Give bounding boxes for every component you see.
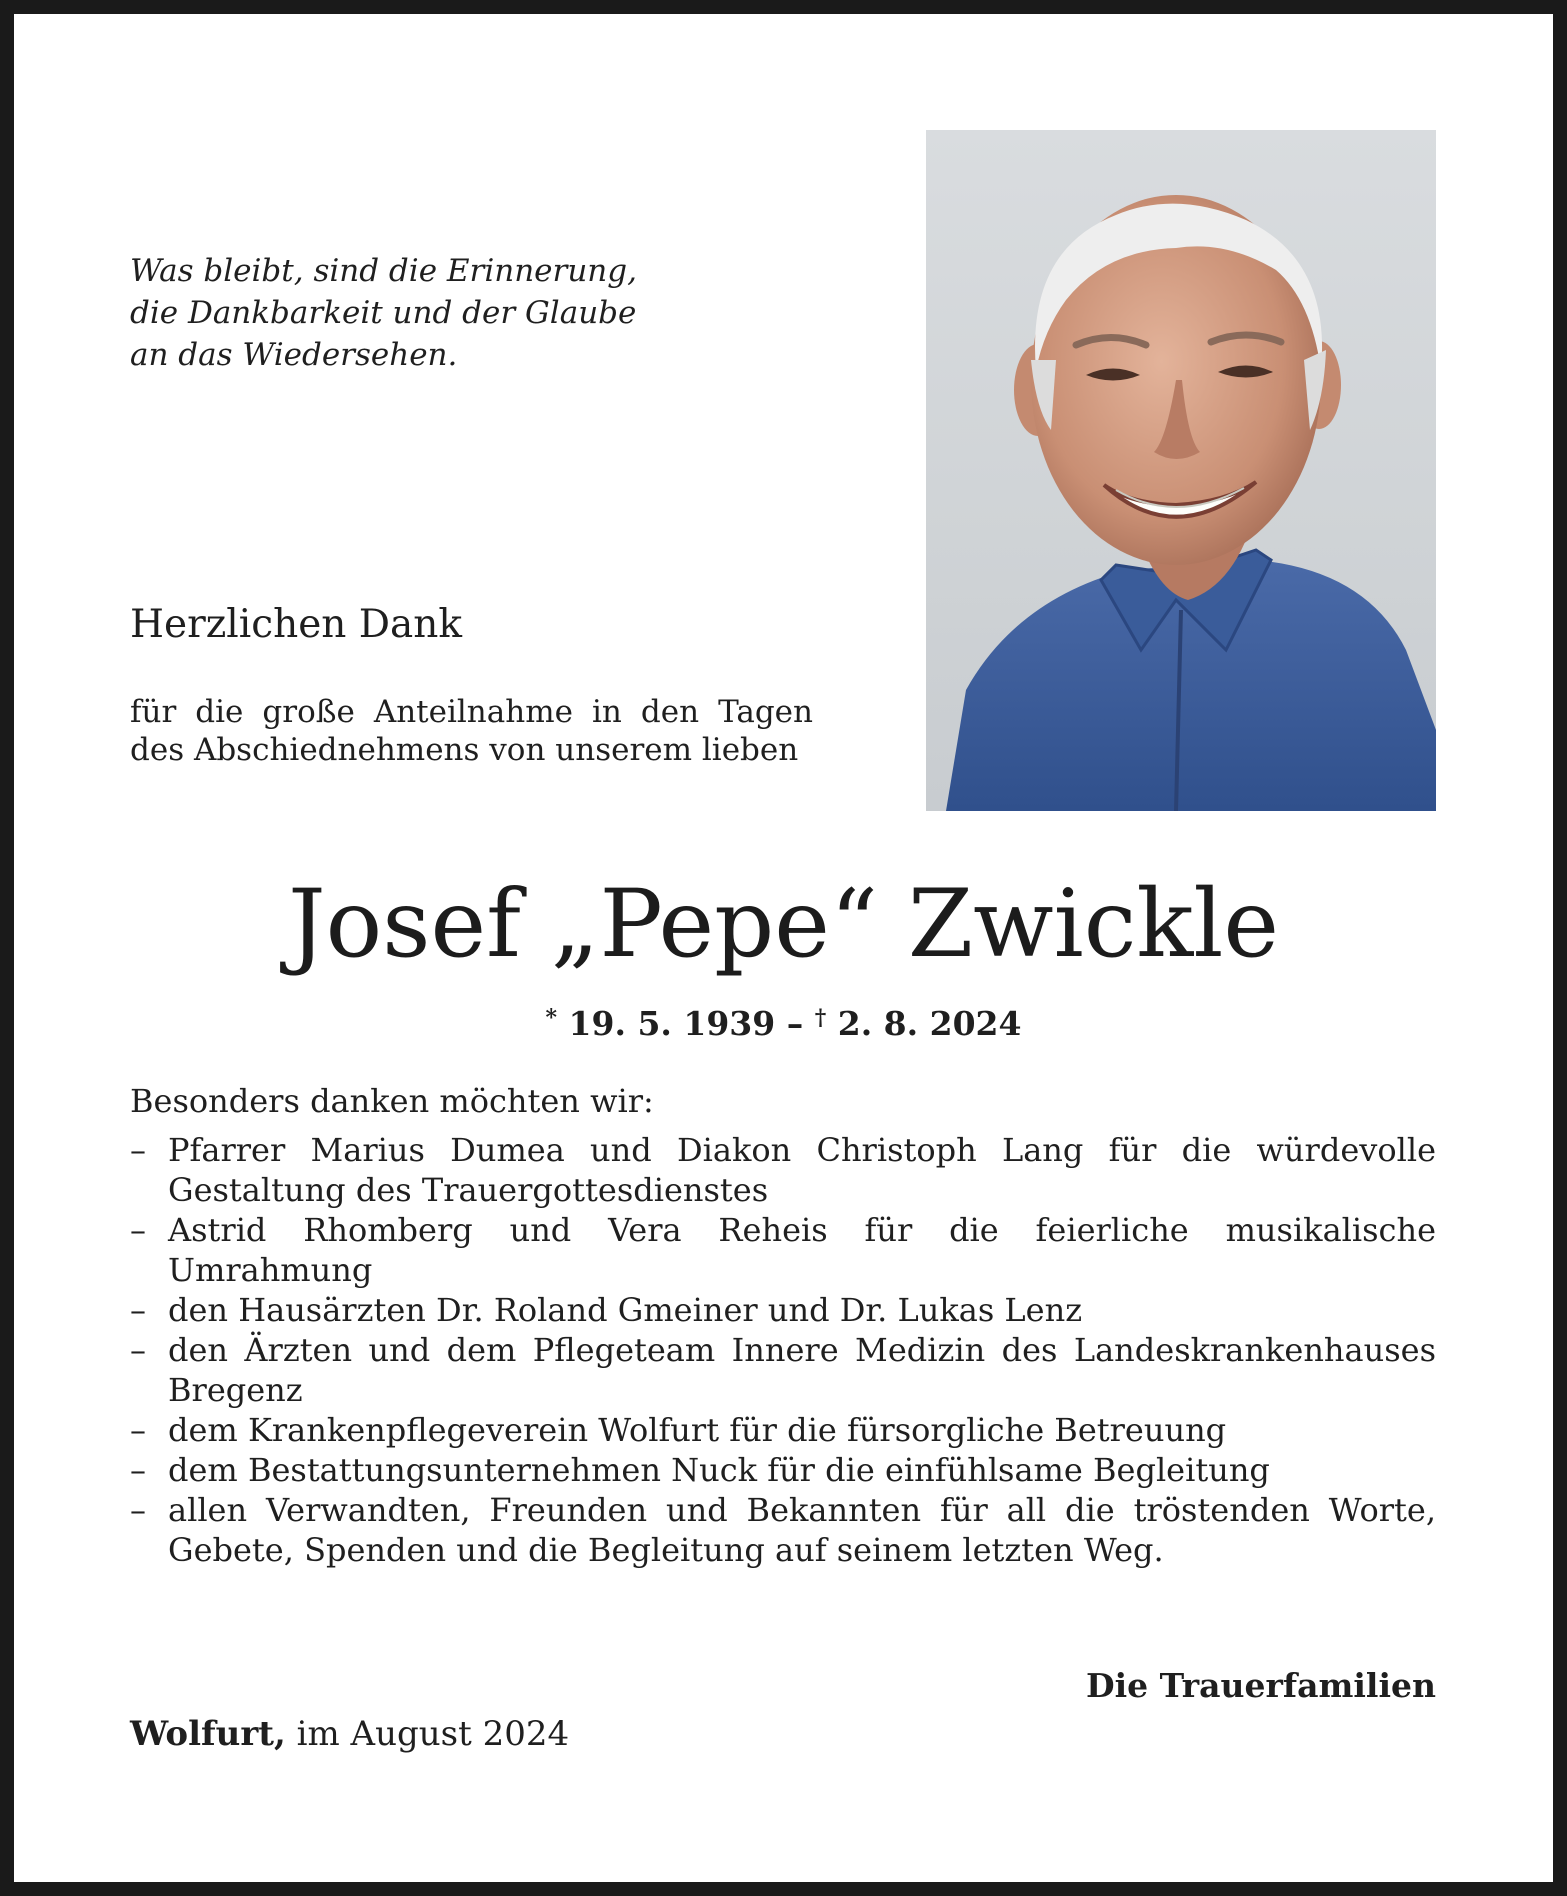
thanks-heading: Herzlichen Dank [130,602,463,647]
list-item: – dem Krankenpflegeverein Wolfurt für die fürsorgliche Betreuung [130,1410,1436,1450]
acknowledgements-list [130,1130,1436,1570]
portrait-photo [926,130,1436,811]
thanks-text: für die große Anteilnahme in den Tagen des Abschiednehmens von unserem lieben [130,694,813,768]
place-town: Wolfurt, [130,1714,286,1754]
death-symbol: † [814,1005,827,1031]
list-item: – dem Bestattungsunternehmen Nuck für die einfühlsame Begleitung [130,1450,1436,1490]
quote-line: die Dankbarkeit und der Glaube [130,295,637,331]
signature: Die Trauerfamilien [1085,1666,1436,1705]
list-item: – den Hausärzten Dr. Roland Gmeiner und Dr. Lukas Lenz [130,1290,1436,1330]
birth-symbol: * [545,1005,558,1031]
list-item: – Pfarrer Marius Dumea und Diakon Christoph Lang für die würdevolle Gestaltung des Trauergottesdienstes [130,1130,1436,1210]
portrait-illustration [926,130,1436,811]
memorial-quote [130,250,690,376]
list-item: – Astrid Rhomberg und Vera Reheis für die feierliche musikalische Umrahmung [130,1210,1436,1290]
list-item: – allen Verwandten, Freunden und Bekannten für all die tröstenden Worte, Gebete, Spenden und die Begleitung auf seinem letzten Weg. [130,1490,1436,1570]
place-date: im August 2024 [296,1714,570,1754]
quote-line: an das Wiedersehen. [130,337,458,373]
birth-date: 19. 5. 1939 [568,1004,776,1043]
list-item: – den Ärzten und dem Pflegeteam Innere Medizin des Landeskrankenhauses Bregenz [130,1330,1436,1410]
quote-line: Was bleibt, sind die Erinnerung, [130,253,637,289]
acknowledgements-intro: Besonders danken möchten wir: [130,1082,654,1120]
place-and-date [130,1712,569,1756]
date-separator: – [775,1004,815,1043]
deceased-name: Josef „Pepe“ Zwickle [287,870,1280,979]
death-date: 2. 8. 2024 [837,1004,1022,1043]
life-dates [0,996,1567,1046]
